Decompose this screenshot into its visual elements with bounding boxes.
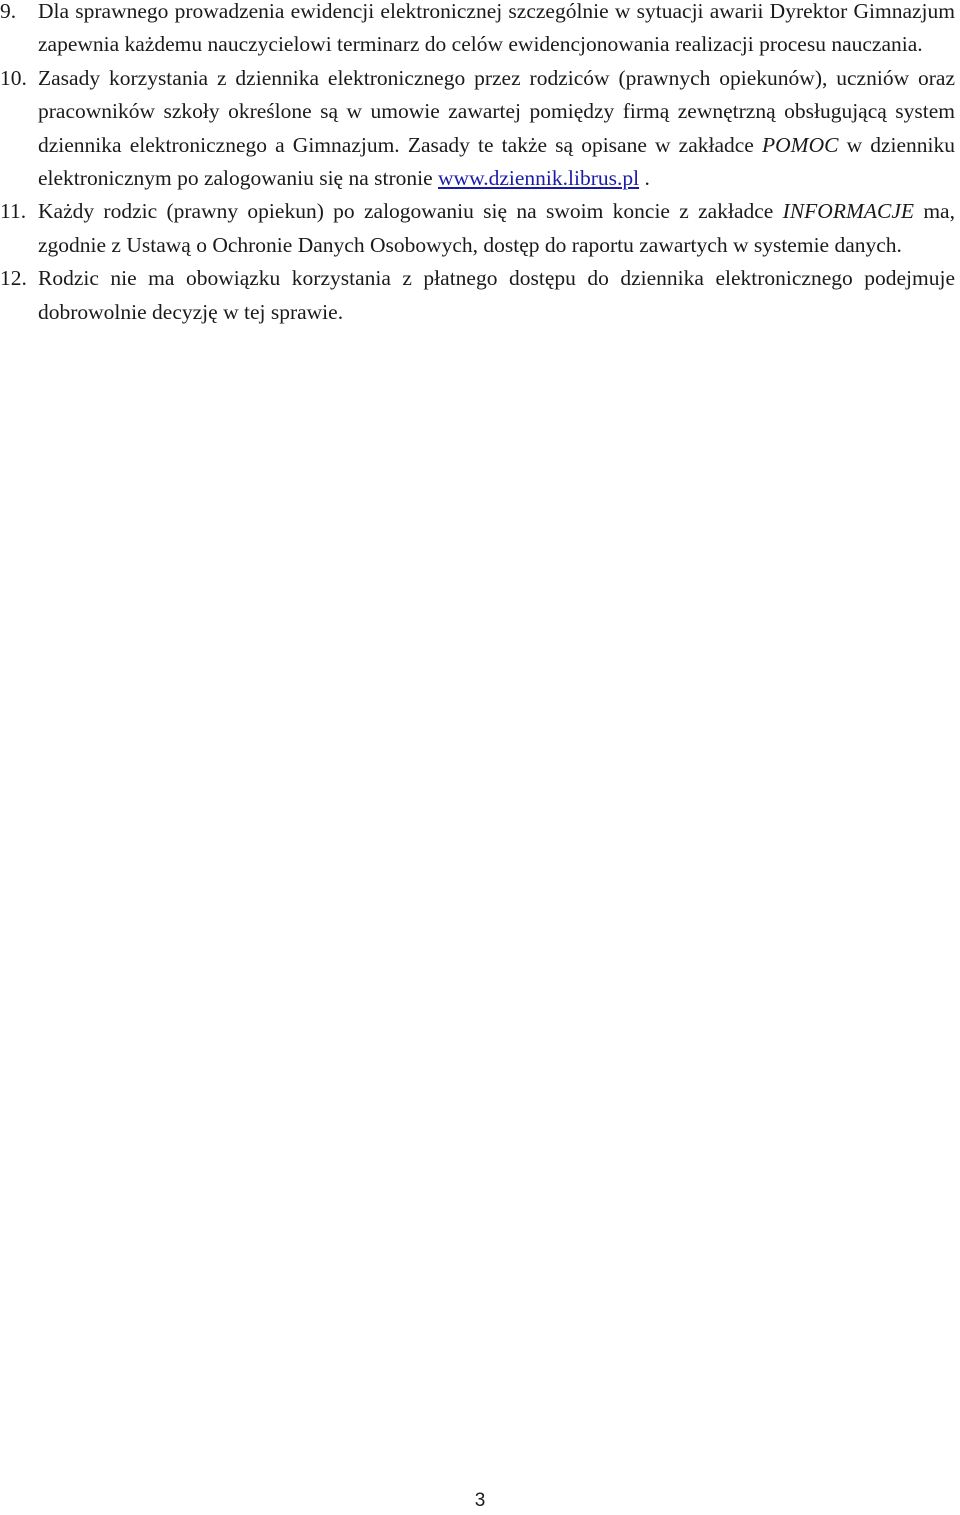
list-item-text: Rodzic nie ma obowiązku korzystania z płatnego dostępu do dziennika elektronicznego podejmuje dobrowolnie decyzję w tej sprawie. — [38, 266, 955, 324]
list-item-9 — [0, 0, 960, 62]
list-item-number: 12. — [0, 266, 27, 291]
list-item-number: 10. — [0, 65, 27, 90]
page-number: 3 — [474, 1490, 486, 1511]
list-item-text-part: ma, zgodnie z Ustawą o Ochronie Danych Osobowych, dostęp do raportu zawartych w systemie danych. — [38, 199, 955, 257]
list-item-text-part: w dzienniku elektronicznym po zalogowaniu się na stronie — [38, 132, 956, 191]
list-item-number: 9. — [0, 0, 17, 23]
list-item-11 — [0, 195, 960, 262]
list-item-text-part: Każdy rodzic (prawny opiekun) po zalogowaniu się na swoim koncie z zakładce — [38, 199, 783, 224]
document-body — [0, 0, 960, 329]
list-item-number: 11. — [0, 199, 27, 224]
list-item-text-part: Zasady korzystania z dziennika elektronicznego przez rodziców (prawnych opiekunów), uczniów oraz pracowników szkoły określone są w umowie zawartej pomiędzy firmą zewnętrzną obsługującą system dziennika elektronicznego a Gimnazjum. Zasady te także są opisane w zakładce — [38, 65, 955, 157]
list-item-text: Dla sprawnego prowadzenia ewidencji elektronicznej szczególnie w sytuacji awarii Dyrektor Gimnazjum zapewnia każdemu nauczycielowi terminarz do celów ewidencjonowania realizacji procesu nauczania. — [38, 0, 955, 57]
tab-name-informacje: INFORMACJE — [782, 199, 915, 224]
tab-name-pomoc: POMOC — [762, 132, 839, 157]
list-item-text-part: . — [639, 166, 650, 191]
librus-link[interactable]: www.dziennik.librus.pl — [438, 166, 640, 191]
list-item-12 — [0, 262, 960, 329]
list-item-10 — [0, 62, 960, 196]
